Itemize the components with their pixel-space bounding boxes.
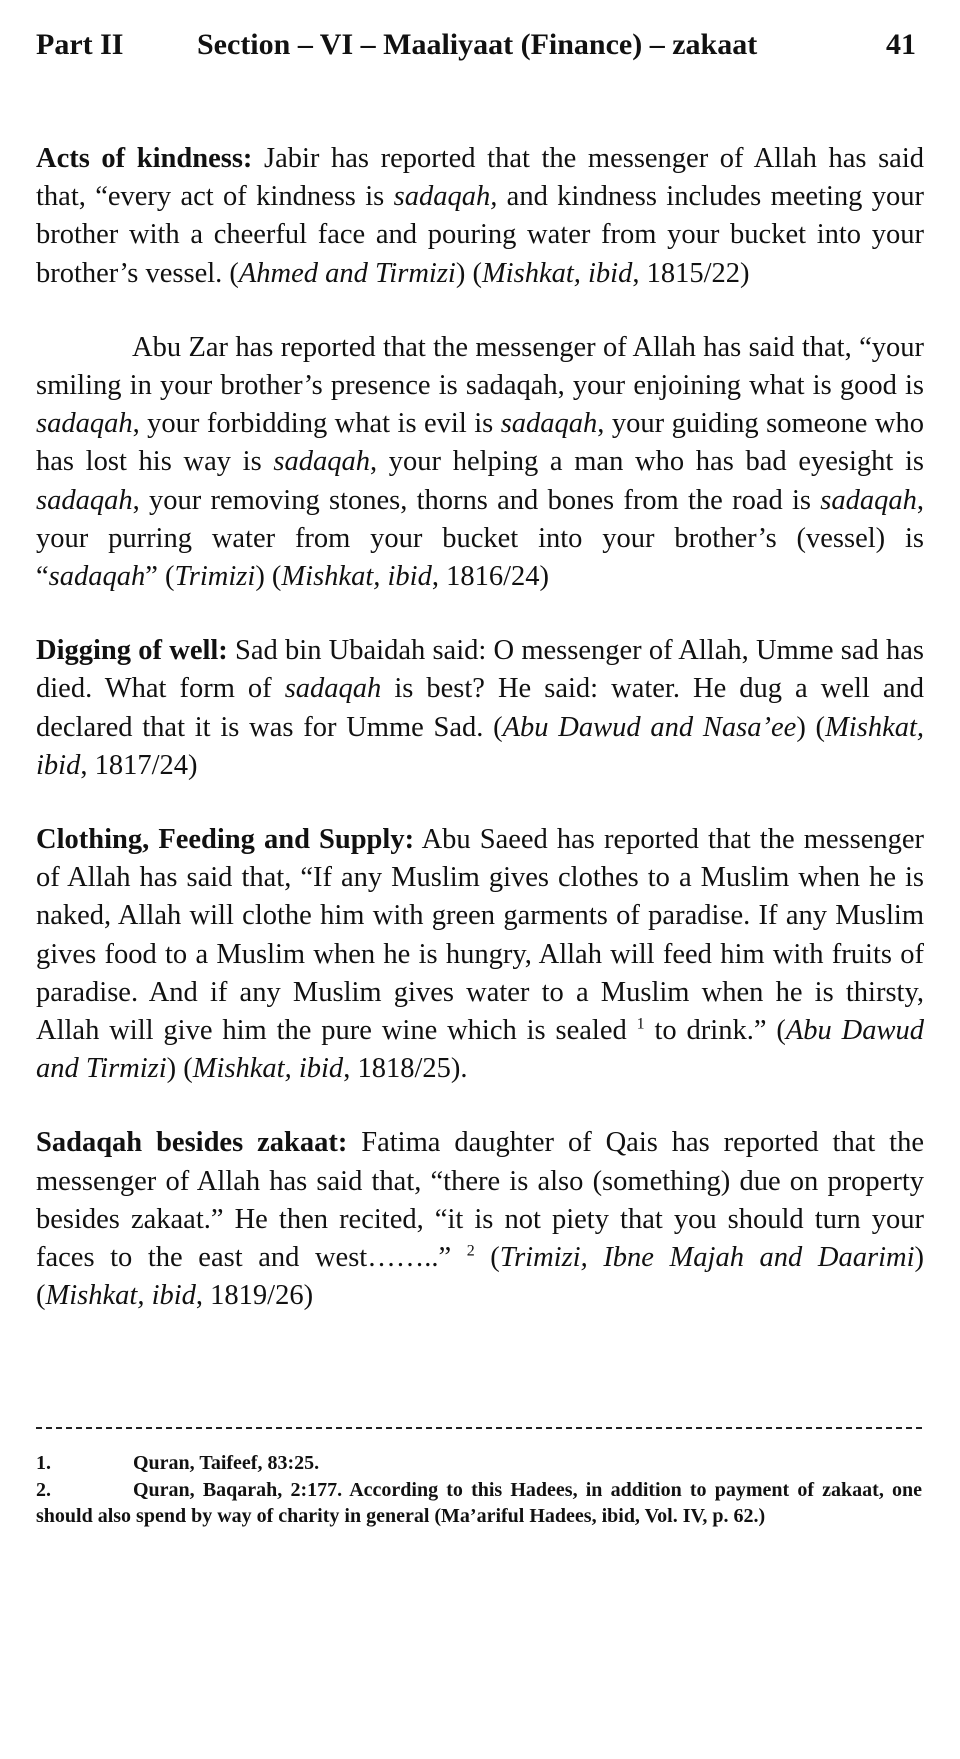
- paragraph-heading: Acts of kindness:: [36, 143, 253, 174]
- footnote-divider: [36, 1427, 922, 1429]
- page-body: [36, 140, 924, 1351]
- footnote-text: Quran, Taifeef, 83:25.: [133, 1452, 320, 1474]
- paragraph-clothing-feeding-supply: Clothing, Feeding and Supply: Abu Saeed has reported that the messenger of Allah has said that, “If any Muslim gives clothes to a Muslim when he is naked, Allah will clothe him with green garments of paradise. If any Muslim gives food to a Muslim when he is hungry, Allah will feed him with fruits of paradise. And if any Muslim gives water to a Muslim when he is thirsty, Allah will give him the pure wine which is sealed $^1$ to drink.” (Abu Dawud and Tirmizi) (Mishkat, ibid, 1818/25).: [36, 824, 925, 1085]
- header-section-title: Section – VI – Maaliyaat (Finance) – zakaat: [197, 28, 758, 61]
- footnotes: [36, 1450, 922, 1530]
- footnote-number: 1.: [36, 1452, 51, 1474]
- footnote-item: [36, 1477, 922, 1530]
- paragraph-digging-of-well: Digging of well: Sad bin Ubaidah said: O messenger of Allah, Umme sad has died. What form of sadaqah is best? He said: water. He dug a well and declared that it is was for Umme Sad. (Abu Dawud and Nasa’ee) (Mishkat, ibid, 1817/24): [36, 635, 925, 781]
- paragraph-heading: Clothing, Feeding and Supply:: [36, 824, 415, 856]
- paragraph-sadaqah-besides-zakaat: Sadaqah besides zakaat: Fatima daughter of Qais has reported that the messenger of Allah has said that, “there is also (something) due on property besides zakaat.” He then recited, “it is not piety that you should turn your faces to the east and west……..” $^2$ (Trimizi, Ibne Majah and Daarimi) (Mishkat, ibid, 1819/26): [36, 1127, 925, 1312]
- header-part: Part II: [36, 28, 124, 61]
- page-number: 41: [886, 28, 916, 61]
- footnote-item: [36, 1450, 922, 1477]
- paragraph-abu-zar: Abu Zar has reported that the messenger of Allah has said that, “your smiling in your brother’s presence is sadaqah, your enjoining what is good is sadaqah, your forbidding what is evil is sadaqah, your guiding someone who has lost his way is sadaqah, your helping a man who has bad eyesight is sadaqah, your removing stones, thorns and bones from the road is sadaqah, your purring water from your bucket into your brother’s (vessel) is “sadaqah” (Trimizi) (Mishkat, ibid, 1816/24): [36, 331, 925, 593]
- footnote-ref-1: 1: [636, 1015, 645, 1033]
- footnote-number: 2.: [36, 1478, 51, 1501]
- footnote-text: Quran, Baqarah, 2:177. According to this Hadees, in addition to payment of zakaat, one should also spend by way of charity in general (Ma’ariful Hadees, ibid, Vol. IV, p. 62.): [36, 1478, 922, 1527]
- paragraph-heading: Digging of well:: [36, 635, 228, 667]
- paragraph-heading: Sadaqah besides zakaat:: [36, 1127, 348, 1159]
- paragraph-acts-of-kindness: Acts of kindness: Jabir has reported that the messenger of Allah has said that, “every act of kindness is sadaqah, and kindness includes meeting your brother with a cheerful face and pouring water from your bucket into your brother’s vessel. (Ahmed and Tirmizi) (Mishkat, ibid, 1815/22): [36, 143, 924, 289]
- page-header: [36, 28, 916, 68]
- footnote-ref-2: 2: [466, 1242, 475, 1260]
